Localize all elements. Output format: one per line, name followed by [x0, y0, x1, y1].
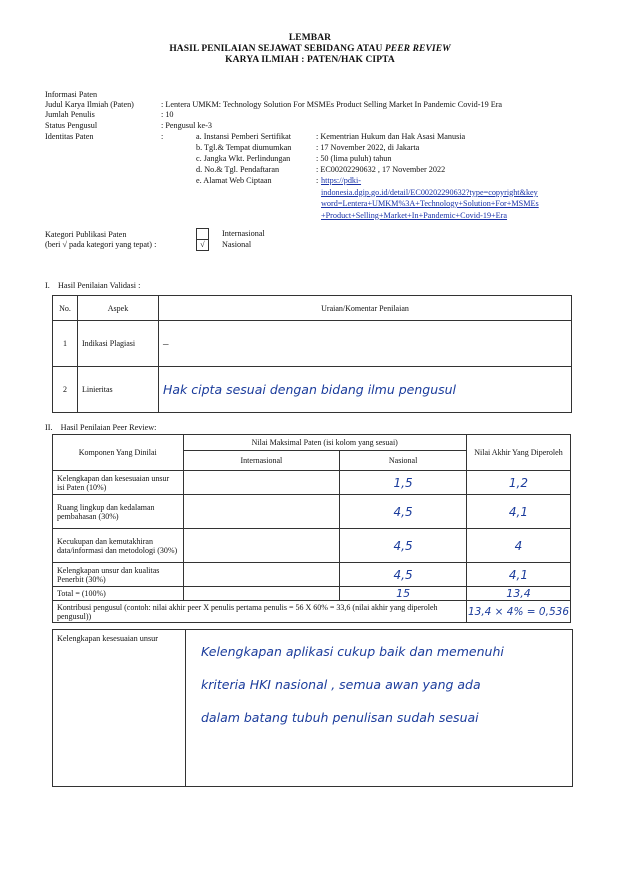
total-row [53, 587, 571, 601]
peer-row2-internasional [183, 495, 340, 529]
col-nilai-maks: Nilai Maksimal Paten (isi kolom yang sesuai) [183, 435, 466, 451]
peer-row2-nasional: 4,5 [393, 504, 413, 519]
peer-row3-akhir: 4 [514, 538, 523, 553]
identity-value-b: : 17 November 2022, di Jakarta [316, 143, 420, 152]
col-aspek: Aspek [78, 296, 159, 321]
peer-row2-komponen: Ruang lingkup dan kedalaman pembahasan (30%) [53, 495, 184, 529]
table-row [53, 529, 571, 563]
row2-komentar-cell [159, 367, 572, 413]
peer-row4-akhir-cell [466, 563, 570, 587]
total-label: Total = (100%) [53, 587, 184, 601]
checkbox-nasional[interactable]: √ [196, 239, 209, 251]
row2-aspek: Linieritas [78, 367, 159, 413]
col-nasional: Nasional [340, 451, 467, 471]
identity-value-c: : 50 (lima puluh) tahun [316, 154, 392, 163]
identity-label-b: b. Tgl.& Tempat diumumkan [196, 143, 292, 152]
kontribusi-value: 13,4 × 4% = 0,536 [467, 605, 569, 618]
identity-label-c: c. Jangka Wkt. Perlindungan [196, 154, 291, 163]
total-internasional [183, 587, 340, 601]
col-no: No. [53, 296, 78, 321]
checkbox-internasional-label: Internasional [222, 229, 265, 238]
comment-label-cell [52, 629, 186, 787]
peer-row2-akhir: 4,1 [508, 504, 529, 519]
web-link-line1[interactable]: https://pdki- [321, 176, 362, 185]
peer-row1-akhir: 1,2 [508, 475, 529, 490]
table-row [53, 471, 571, 495]
peer-row4-akhir: 4,1 [508, 567, 529, 582]
identity-label-d: d. No.& Tgl. Pendaftaran [196, 165, 280, 174]
peer-row1-akhir-cell [466, 471, 570, 495]
info-label-judul: Judul Karya Ilmiah (Paten) [45, 100, 134, 109]
identity-label-a: a. Instansi Pemberi Sertifikat [196, 132, 292, 141]
peer-row1-nasional: 1,5 [393, 475, 413, 490]
peer-row4-nasional-cell [340, 563, 467, 587]
checkbox-nasional-label: Nasional [222, 240, 252, 249]
peer-review-table [52, 434, 571, 623]
comment-box [52, 629, 573, 787]
peer-row3-nasional: 4,5 [393, 538, 413, 553]
table-row [53, 563, 571, 587]
doc-title-line2-italic: PEER REVIEW [384, 44, 451, 54]
peer-row3-internasional [183, 529, 340, 563]
info-value-status: : Pengusul ke-3 [161, 121, 212, 130]
row2-komentar: Hak cipta sesuai dengan bidang ilmu pengusul [163, 382, 457, 397]
comment-label: Kelengkapan kesesuaian unsur [57, 634, 158, 643]
info-value-identitas: : [161, 132, 164, 141]
peer-row1-nasional-cell [340, 471, 467, 495]
web-link-line2[interactable]: indonesia.dgip.go.id/detail/EC00202290632?type=copyright&key [321, 187, 538, 197]
doc-title-line3: KARYA ILMIAH : PATEN/HAK CIPTA [225, 55, 395, 65]
doc-title-line2-text: HASIL PENILAIAN SEJAWAT SEBIDANG ATAU [169, 44, 383, 54]
col-nilai-akhir: Nilai Akhir Yang Diperoleh [466, 435, 570, 471]
info-label-identitas: Identitas Paten [45, 132, 94, 141]
peer-row4-nasional: 4,5 [393, 567, 413, 582]
row1-komentar: – [159, 321, 572, 367]
identity-value-d: : EC00202290632 , 17 November 2022 [316, 165, 446, 174]
table-row [53, 321, 572, 367]
info-value-judul: : Lentera UMKM: Technology Solution For MSMEs Product Selling Market In Pandemic Covid-19 Era [161, 100, 503, 109]
col-komponen: Komponen Yang Dinilai [53, 435, 184, 471]
peer-row4-komponen: Kelengkapan unsur dan kualitas Penerbit (30%) [53, 563, 184, 587]
comment-line-2: kriteria HKI nasional , semua awan yang ada [201, 677, 481, 692]
peer-row3-komponen: Kecukupan dan kemutakhiran data/informasi dan metodologi (30%) [53, 529, 184, 563]
total-akhir: 13,4 [506, 587, 531, 600]
peer-row1-internasional [183, 471, 340, 495]
category-label-1: Kategori Publikasi Paten [45, 230, 127, 239]
total-nasional: 15 [396, 587, 411, 600]
total-akhir-cell [466, 587, 570, 601]
table-row [53, 367, 572, 413]
peer-row2-nasional-cell [340, 495, 467, 529]
doc-title-line2 [0, 44, 620, 54]
category-label-2: (beri √ pada kategori yang tepat) : [45, 240, 157, 249]
identity-value-a: : Kementrian Hukum dan Hak Asasi Manusia [316, 132, 466, 141]
web-link-line3[interactable]: word=Lentera+UMKM%3A+Technology+Solution+For+MSMEs [321, 199, 539, 208]
row2-no: 2 [53, 367, 78, 413]
section1-heading: I. Hasil Penilaian Validasi : [45, 281, 141, 290]
info-value-jumlah: : 10 [161, 110, 174, 119]
col-internasional: Internasional [183, 451, 340, 471]
table-row [53, 495, 571, 529]
row1-aspek: Indikasi Plagiasi [78, 321, 159, 367]
peer-header-row-1 [53, 435, 571, 451]
identity-label-e: e. Alamat Web Ciptaan [196, 176, 272, 185]
comment-line-1: Kelengkapan aplikasi cukup baik dan memenuhi [201, 644, 504, 659]
kontribusi-label: Kontribusi pengusul (contoh: nilai akhir peer X penulis pertama penulis = 56 X 60% = 33,6 (nilai akhir yang diperoleh pengusul)) [53, 601, 467, 623]
identity-value-e: : [316, 176, 319, 185]
peer-row2-akhir-cell [466, 495, 570, 529]
section2-heading: II. Hasil Penilaian Peer Review: [45, 423, 157, 432]
info-label-jumlah: Jumlah Penulis [45, 110, 95, 119]
info-label-status: Status Pengusul [45, 121, 98, 130]
peer-row3-nasional-cell [340, 529, 467, 563]
web-address [321, 175, 581, 221]
web-link-line4[interactable]: +Product+Selling+Market+In+Pandemic+Covid-19+Era [321, 210, 508, 220]
kontribusi-value-cell [466, 601, 570, 623]
doc-title-line1: LEMBAR [288, 33, 332, 43]
peer-row3-akhir-cell [466, 529, 570, 563]
peer-row1-komponen: Kelengkapan dan kesesuaian unsur isi Paten (10%) [53, 471, 184, 495]
total-nasional-cell [340, 587, 467, 601]
kontribusi-row [53, 601, 571, 623]
peer-row4-internasional [183, 563, 340, 587]
row1-no: 1 [53, 321, 78, 367]
comment-line-3: dalam batang tubuh penulisan sudah sesuai [201, 710, 479, 725]
validation-header-row [53, 296, 572, 321]
validation-table [52, 295, 572, 413]
info-header: Informasi Paten [45, 90, 98, 99]
col-uraian: Uraian/Komentar Penilaian [159, 296, 572, 321]
